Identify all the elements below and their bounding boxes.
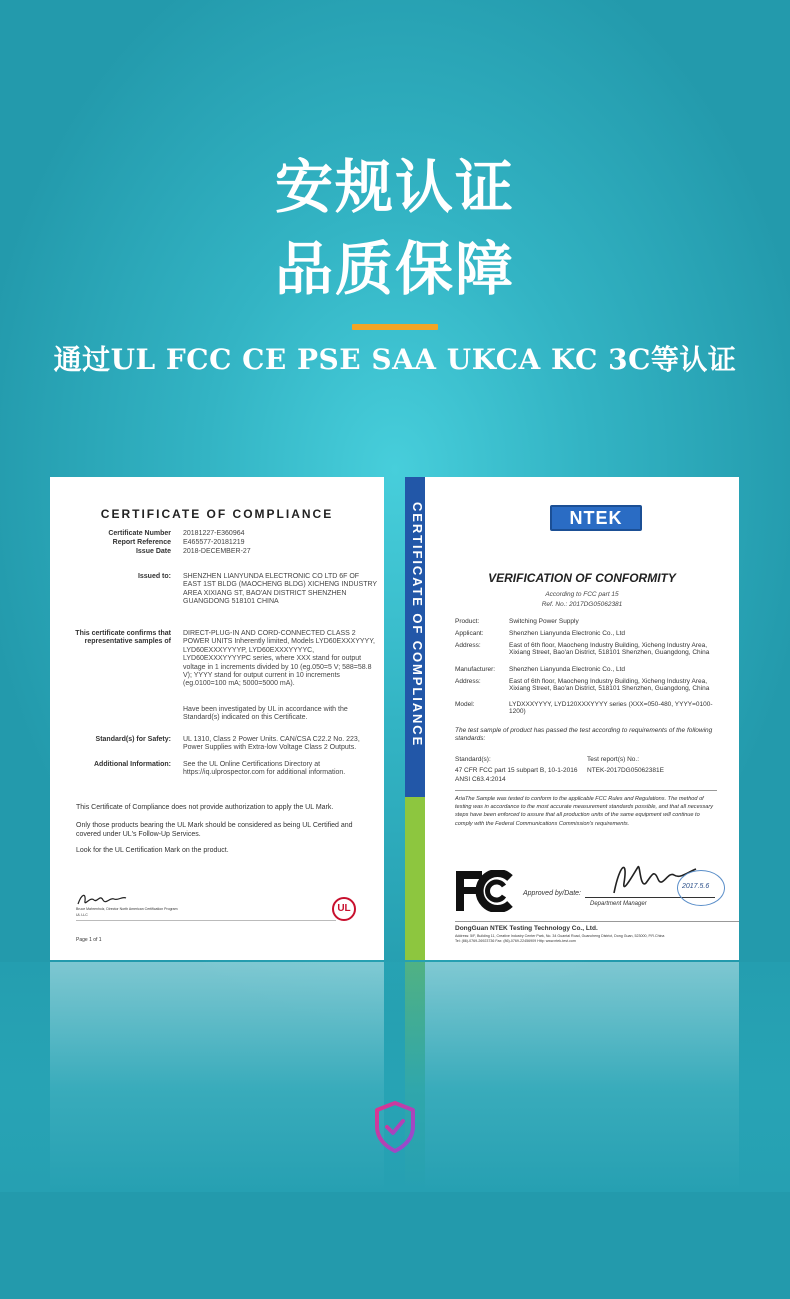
vc-row-value: Switching Power Supply xyxy=(509,618,579,625)
fcc-certificate xyxy=(405,477,739,960)
vc-title: VERIFICATION OF CONFORMITY xyxy=(488,571,676,585)
ul-footer-rule xyxy=(76,920,336,921)
standard-1: 47 CFR FCC part 15 subpart B, 10-1-2016 xyxy=(455,767,578,774)
vc-row-label: Manufacturer: xyxy=(455,666,496,673)
ul-org: UL LLC xyxy=(76,913,88,917)
cert-number-label: Certificate Number xyxy=(108,530,171,537)
ul-para-2: Only those products bearing the UL Mark should be considered as being UL Certified and covered under UL's Follow-Up Services. xyxy=(76,822,353,838)
vc-row-label: Model: xyxy=(455,701,475,708)
standards-label: Standard(s): xyxy=(455,756,491,763)
ntek-company: DongGuan NTEK Testing Technology Co., Ltd. xyxy=(455,925,598,932)
department-manager: Department Manager xyxy=(590,901,647,907)
vc-row-label: Address: xyxy=(455,678,481,685)
issued-to-row xyxy=(50,573,384,623)
side-banner-green xyxy=(405,797,425,960)
ntek-address: Address: 5/F, Building 11, Creative Industry Center Park, No. 34 Guantai Road, Guancheng District, Dong Guan, 523000, P.R.China xyxy=(455,934,665,938)
side-banner xyxy=(405,477,425,960)
ref-no: Ref. No.: 2017DG05062381 xyxy=(541,601,623,608)
vc-row-value: Shenzhen Lianyunda Electronic Co., Ltd xyxy=(509,666,625,673)
confirms-text: DIRECT-PLUG-IN AND CORD-CONNECTED CLASS 2 POWER UNITS Inherently limited, Models LYD60EXXXYYYY, LYD60EXXXYYYYP, LYD60EXXXYYYYC, LYD60EXXXYYYYPC series, where XXX stand for output voltage in 1 increments divided by 10 (eg.050=5 V; 588=58.8 V); YYYY stand for output current in 10 increments (eg.0100=100 mA; 5000=5000 mA). xyxy=(183,630,375,688)
ul-cert-title: CERTIFICATE OF COMPLIANCE xyxy=(100,507,334,521)
vc-row-value: LYDXXXYYYY, LYD120XXXYYYY series (XXX=050-480, YYYY=0100-1200) xyxy=(509,701,713,716)
ul-para-3: Look for the UL Certification Mark on the product. xyxy=(76,847,229,854)
ul-logo-text: UL xyxy=(337,903,351,914)
ntek-logo-icon: NTEK xyxy=(550,505,642,531)
certification-list: 通过UL FCC CE PSE SAA UKCA KC 3C等认证 xyxy=(53,343,737,376)
shield-check-icon xyxy=(372,1100,418,1154)
side-banner-text: CERTIFICATE OF COMPLIANCE xyxy=(410,502,425,748)
signature-date: 2017.5.6 xyxy=(682,883,710,890)
signer: Bruce Mahrenholz, Director North American Certification Program xyxy=(76,907,178,911)
vc-row-value: East of 6th floor, Maocheng Industry Building, Xicheng Industry Area, Xixiang Street, Bao'an District, 518101 Shenzhen, Guangdong, China xyxy=(509,642,710,657)
confirms-label: This certificate confirms that representative samples of xyxy=(75,630,171,646)
test-note: The test sample of product has passed the test according to requirements of the following standards: xyxy=(455,727,713,742)
report-ref: E465577-20181219 xyxy=(183,539,245,546)
signature-icon xyxy=(76,889,128,909)
fcc-logo-icon xyxy=(455,870,513,912)
issued-to-label: Issued to: xyxy=(137,573,171,580)
vc-row-label: Address: xyxy=(455,642,481,649)
ul-para-1: This Certificate of Compliance does not provide authorization to apply the UL Mark. xyxy=(76,804,334,811)
standard-2: ANSI C63.4:2014 xyxy=(455,776,506,783)
ntek-contact: Tel: (86)-0769-26923736 Fax: (86)-0769-22456909 Http: www.ntek-test.com xyxy=(455,939,576,943)
vc-row-value: East of 6th floor, Maocheng Industry Building, Xicheng Industry Area, Xixiang Street, Bao'an District, 518101 Shenzhen, Guangdong, China xyxy=(509,678,710,693)
standards-label: Standard(s) for Safety: xyxy=(95,736,171,743)
conform-text: AriaThe Sample was tested to conform to the applicable FCC Rules and Regulations. The method of testing was in accordance to the most accurate measurement standards possible, and that all necessary steps have been enforced to assure that all production units of the same equipment will continue to comply with the Federal Communications Commission's requirements. xyxy=(455,796,714,827)
ul-certificate xyxy=(50,477,384,960)
investigated-text: Have been investigated by UL in accordance with the Standard(s) indicated on this Certificate. xyxy=(183,706,348,722)
additional-label: Additional Information: xyxy=(94,761,171,768)
accent-divider xyxy=(352,324,438,330)
reflection-fade xyxy=(0,962,790,1192)
according-to: According to FCC part 15 xyxy=(545,591,619,598)
confirms-row xyxy=(50,630,384,710)
report-ref-label: Report Reference xyxy=(112,539,171,546)
ul-logo-icon xyxy=(332,897,356,921)
approved-label: Approved by/Date: xyxy=(523,890,581,897)
issue-date: 2018-DECEMBER-27 xyxy=(183,548,251,555)
headline-1: 安规认证 xyxy=(274,153,515,221)
cert-number: 20181227-E360964 xyxy=(183,530,245,537)
issued-to: SHENZHEN LIANYUNDA ELECTRONIC CO LTD 6F OF EAST 1ST BLDG (MAOCHENG BLDG) XICHENG INDUSTRY AREA XIXIANG ST, BAO'AN DISTRICT SHENZHEN GUANGDONG 518101 CHINA xyxy=(183,573,377,606)
vc-row-value: Shenzhen Lianyunda Electronic Co., Ltd xyxy=(509,630,625,637)
vc-row-label: Product: xyxy=(455,618,480,625)
issue-date-label: Issue Date xyxy=(135,548,171,555)
headline-2: 品质保障 xyxy=(274,235,515,303)
report-no: NTEK-2017DG05062381E xyxy=(587,767,664,774)
ul-page-number: Page 1 of 1 xyxy=(76,937,102,943)
ntek-seal-icon xyxy=(677,870,725,906)
vc-rule xyxy=(455,790,717,791)
fcc-footer-rule xyxy=(455,921,739,922)
standards-text: UL 1310, Class 2 Power Units. CAN/CSA C22.2 No. 223, Power Supplies with Extra-low Voltage Class 2 Outputs. xyxy=(183,736,360,752)
reports-label: Test report(s) No.: xyxy=(587,756,640,763)
additional-text: See the UL Online Certifications Directory at https://iq.ulprospector.com for additional information. xyxy=(183,761,346,777)
vc-row-label: Applicant: xyxy=(455,630,484,637)
